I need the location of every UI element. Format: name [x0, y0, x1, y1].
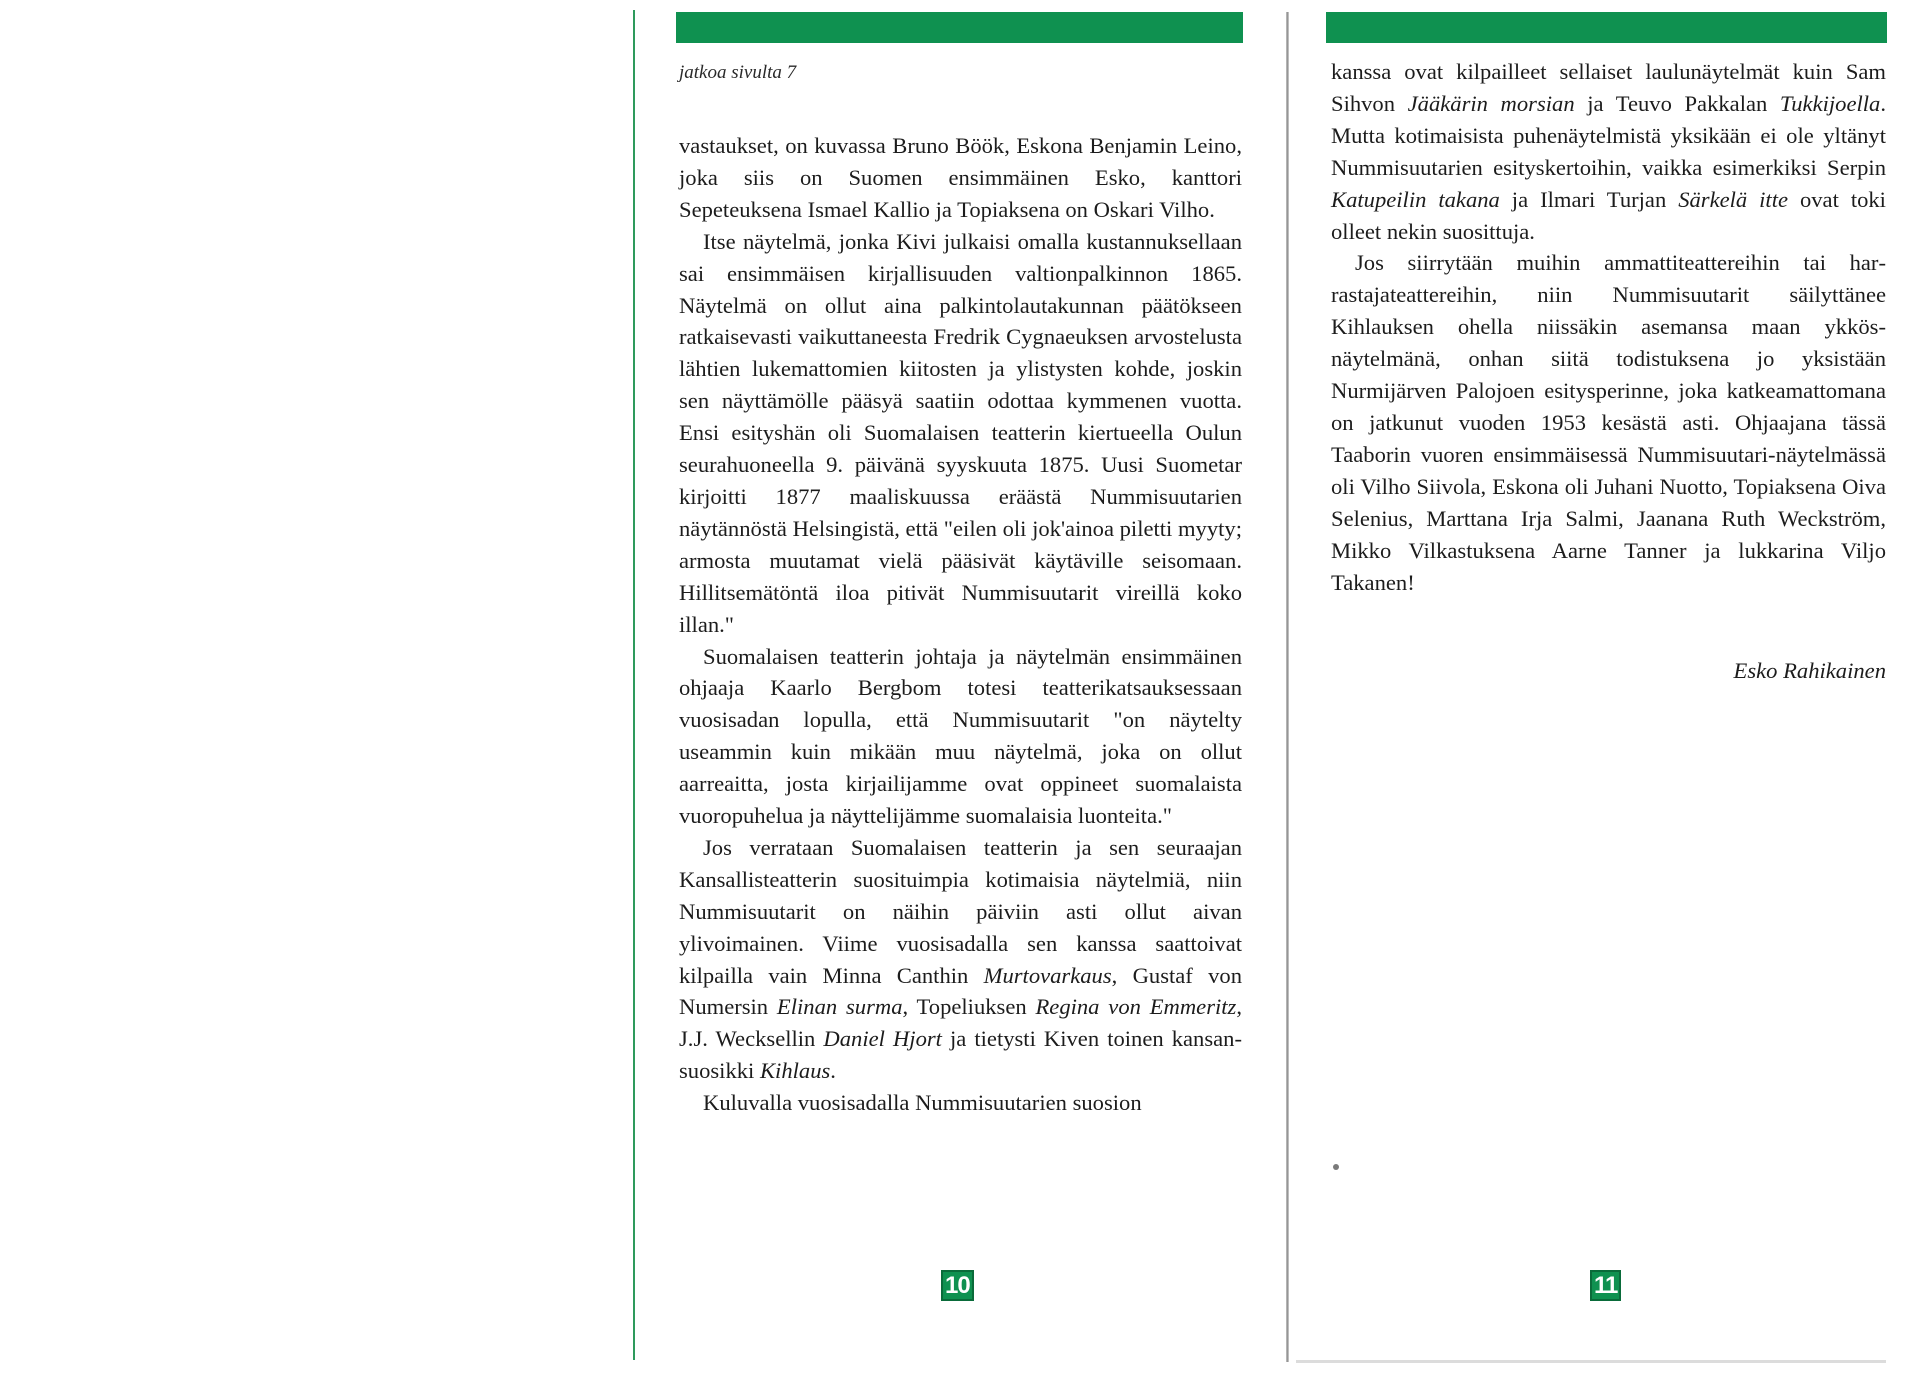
paragraph: [679, 226, 1242, 641]
right-page: [1290, 0, 1920, 1396]
text-line: töntä iloa pitivät Nummisuutarit vireillä koko illan.": [679, 579, 1242, 637]
page-number: 11: [1590, 1270, 1621, 1301]
text-line: sellin Daniel Hjort ja tietysti Kiven toinen kansan: [766, 1026, 1242, 1052]
text-line: että "eilen oli jok'ainoa piletti myyty; armosta muu: [679, 515, 1243, 573]
text-line: nuksellaan sai ensimmäisen kirjallisuuden valtion: [679, 228, 1242, 286]
text-line: Murtovarkaus, Gustaf von Numersin Elinan sur: [679, 962, 1242, 1020]
text-line: Ilmari Turjan Särkelä itte ovat toki olleet nekin: [1331, 186, 1886, 244]
header-bar: [1326, 12, 1887, 43]
text-line: tomien kiitosten ja ylistysten kohde, joskin sen: [679, 356, 1242, 414]
text-line: Nummisuutari-näytelmässä oli Vilho Siivola, Eskona: [1331, 441, 1886, 499]
paragraph: [679, 832, 1242, 1087]
text-line: Fredrik Cygnaeuksen arvostelusta lähtien lukemat: [679, 324, 1242, 382]
paragraph: [1331, 247, 1886, 598]
text-line: on Oskari Vilho.: [1065, 196, 1215, 222]
text-line: kanssa ovat kilpailleet sellaiset laulunäytelmät kuin: [1331, 59, 1833, 84]
text-line: kanssa saattoivat kilpailla vain Minna Canthin: [679, 930, 1243, 988]
text-line: Suomalaisen teatterin johtaja ja näytelmän ensim: [703, 643, 1176, 669]
continued-note: jatkoa sivulta 7: [679, 62, 797, 83]
body-text: [679, 130, 1242, 1119]
author-signature: Esko Rahikainen: [1733, 658, 1886, 683]
text-line: kanttori Sepeteuksena Ismael Kallio ja Topiaksena: [679, 164, 1242, 222]
text-line: Jos siirrytään muihin ammattiteattereihin tai har: [1355, 250, 1886, 276]
text-line: eräästä Nummisuutarien näytännöstä Helsingistä,: [679, 483, 1242, 541]
text-line: kastuksena Aarne Tanner ja lukkarina Viljo Takanen!: [1331, 537, 1886, 595]
text-line: Itse näytelmä, jonka Kivi julkaisi omalla kustan: [703, 228, 1146, 254]
text-line: "on näytelty useammin kuin mikään muu näytelmä,: [679, 707, 1243, 765]
page-number: 10: [941, 1270, 974, 1301]
header-bar: [676, 12, 1243, 43]
text-line: näyttämölle pääsyä saatiin odottaa kymmenen vuot: [721, 388, 1221, 414]
text-line: ma, Topeliuksen Regina von Emmeritz, J.J. Weck: [679, 994, 1242, 1052]
text-line: ollut aivan ylivoimainen. Viime vuosisadalla sen: [679, 898, 1242, 956]
paragraph: [679, 641, 1242, 832]
text-line: Kihlauksen ohella niissäkin asemansa maan ykkös: [1331, 314, 1886, 340]
text-line: Ohjaajana tässä Taaborin vuoren ensimmäisessä: [1331, 409, 1886, 467]
left-page: [633, 0, 1290, 1396]
text-line: rastajateattereihin, niin Nummisuutarit säilyttänee: [1331, 282, 1886, 308]
text-line: näytelmänä, onhan siitä todistuksena jo yksistään: [1331, 346, 1886, 372]
paragraph: [679, 130, 1242, 226]
text-line: Nurmijärven Palojoen esitysperinne, joka katkea: [1331, 378, 1786, 404]
text-line: takunnan päätökseen ratkaisevasti vaikuttaneesta: [679, 292, 1242, 350]
text-line: hin, vaikka esimerkiksi Serpin Katupeilin takana ja: [1331, 154, 1887, 212]
text-line: 1875. Uusi Suometar kirjoitti 1877 maaliskuussa: [679, 452, 1242, 509]
paragraph: [1331, 56, 1886, 247]
text-line: min Leino, joka siis on Suomen ensimmäinen Esko,: [679, 133, 1242, 190]
text-line: sauksessaan vuosisadan lopulla, että Nummisuutarit: [679, 675, 1242, 733]
text-line: oli Juhani Nuotto, Topiaksena Oiva Selenius, Martta: [1331, 473, 1886, 531]
text-line: joka on ollut aarreaitta, josta kirjailijamme ovat: [679, 739, 1242, 797]
text-line: mäinen ohjaaja Kaarlo Bergbom totesi teatterikat: [679, 643, 1242, 701]
text-line: me suomalaisia luonteita.": [932, 803, 1172, 829]
text-line: sikään ei ole yltänyt Nummisuutarien esityskertoi: [1331, 122, 1887, 180]
text-line: mattomana on jatkunut vuoden 1953 kesästä asti.: [1331, 378, 1886, 435]
text-line: tueella Oulun seurahuoneella 9. päivänä syyskuuta: [679, 420, 1242, 478]
text-line: Tukkijoella. Mutta kotimaisista puhenäytelmistä yk: [1331, 90, 1886, 148]
text-line: na Irja Salmi, Jaanana Ruth Weckström, Mikko Vil: [1331, 505, 1886, 563]
text-line: Sam Sihvon Jääkärin morsian ja Teuvo Pakkalan: [1331, 59, 1886, 116]
text-line: vastaukset, on kuvassa Bruno Böök, Eskona Benja: [679, 133, 1143, 158]
text-line: palkinnon 1865. Näytelmä on ollut aina palkintolau: [679, 260, 1242, 318]
text-line: tamat vielä pääsivät käytäville seisomaan. Hillitsemä: [679, 547, 1242, 605]
text-line: jan Kansallisteatterin suosituimpia kotimaisia näy: [679, 834, 1242, 892]
text-line: telmiä, niin Nummisuutarit on näihin päiviin asti: [679, 866, 1242, 924]
text-line: ta. Ensi esityshän oli Suomalaisen teatterin kier: [679, 388, 1242, 446]
paragraph: [679, 1087, 1242, 1119]
body-text: [1331, 56, 1886, 598]
text-line: suosittuja.: [1442, 218, 1535, 244]
text-line: Jos verrataan Suomalaisen teatterin ja sen seuraa: [703, 834, 1215, 860]
text-line: Kuluvalla vuosisadalla Nummisuutarien suosion: [703, 1090, 1142, 1116]
text-line: suosikki Kihlaus.: [679, 1058, 836, 1084]
text-line: oppineet suomalaista vuoropuhelua ja näyttelijäm: [679, 771, 1243, 829]
